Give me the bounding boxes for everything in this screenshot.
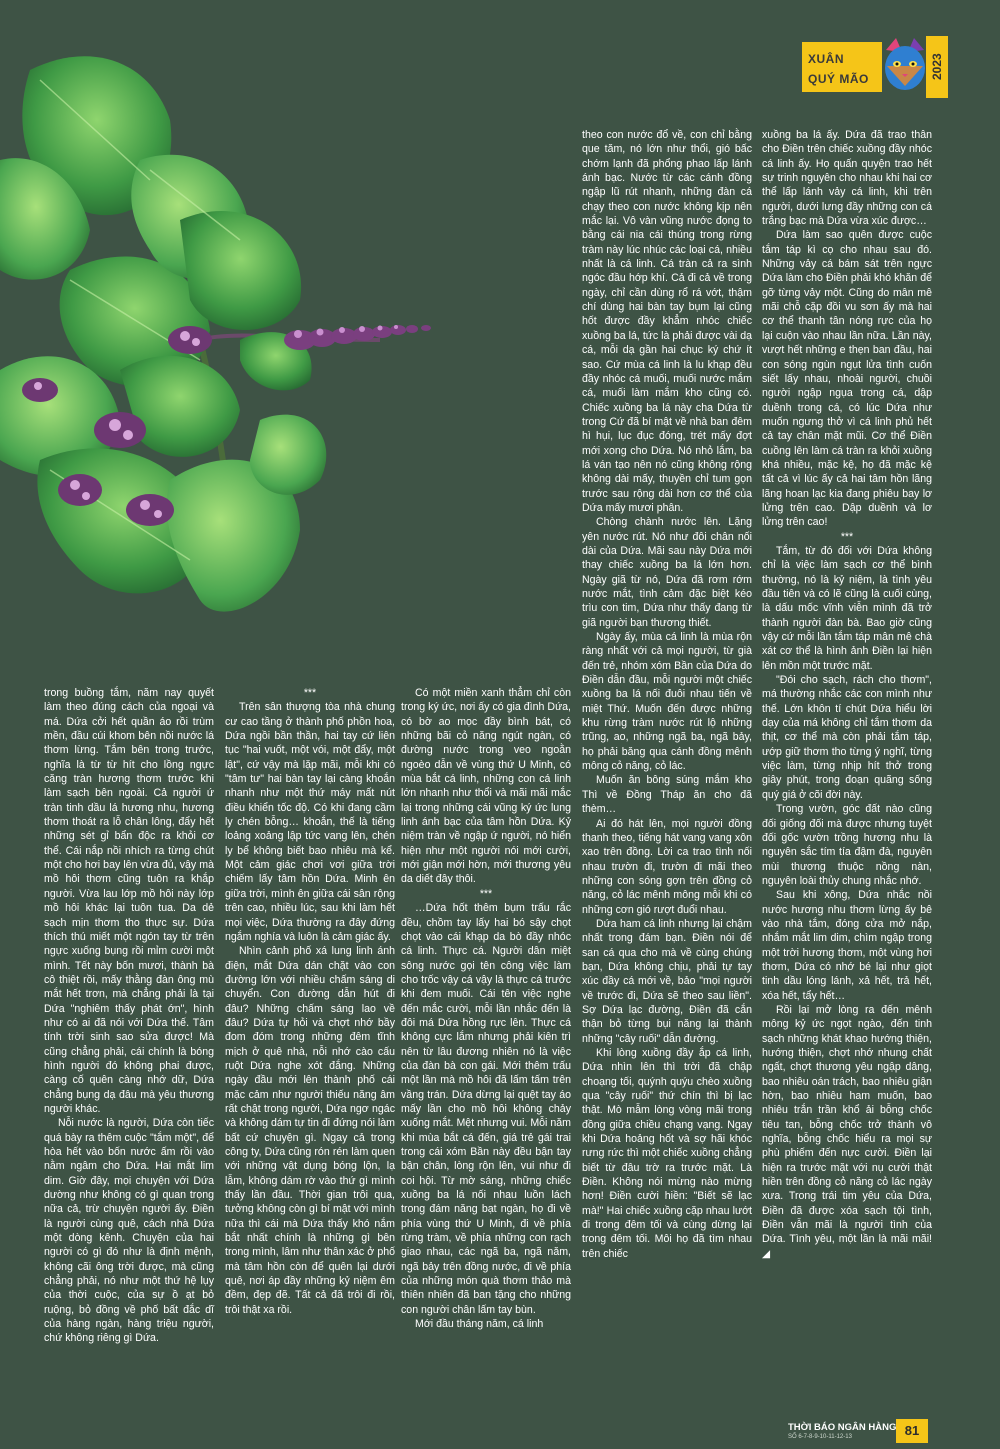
paragraph: Sau khi xông, Dứa nhắc nồi nước hương nhu thơm lừng ấy bê vào nhà tắm, đóng cửa mở nắp, nhắm mắt lim dim, chìm ngập trong một trời hương thơm, một vùng hơi thơm, Dứa có nhớ bé lại như giọt tinh dầu lóng lánh, xả hết, trả hết, xóa hết, tẩy hết… [762,889,932,1002]
paragraph: Khi lòng xuồng đầy ắp cá linh, Dứa nhìn lên thì trời đã chập choạng tối, quýnh quýu chèo xuồng qua "cây ruối" thứ chín thì bị lạc thật. Mò mẫm lòng vòng mãi trong đồng giữa chiều chạng vạng. Ngay khi Dứa hoảng hốt và sợ hãi khóc rưng rức thì một chiếc xuồng chẳng biết từ đâu trờ ra trước mặt. Là Điền. Không nói mừng nào mừng hơn! Điền cười hiền: "Biết sẽ lạc mà!" Hai chiếc xuồng cặp nhau lướt đi trong đêm tối và cùng dừng lại trong đêm tối. Môi họ đã tìm nhau trên chiếc [582,1047,752,1260]
paragraph: Trong vườn, góc đất nào cũng đối giống đối mà được nhưng tuyệt đối gốc vườn trồng hương nhu là nguyên sắc tím tía đậm đà, nguyên mùi thương thuộc nồng nàn, nguyên loài thủy chung nhắc nhớ. [762,803,932,887]
paragraph: "Đói cho sạch, rách cho thơm", má thường nhắc các con mình như thế. Lớn khôn tí chút Dứa hiểu lời dạy của má không chỉ tắm thơm da thịt, cơ thể mà còn phải tắm táp, ướp giữ thơm tho từng ý nghĩ, từng việc làm, từng nhịp hít thở trong giây phút, trong đoạn quãng sống quý giá ở cõi đời này. [762,674,932,801]
paragraph: Ai đó hát lên, mọi người đồng thanh theo, tiếng hát vang vang xôn xao trên đồng. Lời ca trao tình nối nhau trườn đi, trườn đi mãi theo những con sóng gợn trên đồng cỏ năng, cỏ lác mênh mông mỗi khi có những cơn gió rượt đuổi nhau. [582,817,752,916]
paragraph: Trên sân thượng tòa nhà chung cư cao tầng ở thành phố phồn hoa, Dứa ngồi bần thần, hai tay cứ liên tục "hai vuốt, một vói, một đẩy, một lật", cứ vậy mà lặp mãi, mỗi khi có "tâm tư" hai bàn tay lại càng khoắn nhanh như một thứ máy mất nút điều khiển tốc độ. Có khi đang cầm ly chén bỗng… khoắn, thế là tiếng loảng xoảng lập tức vang lên, chén ly bể không biết bao nhiêu mà kể. Một cảm giác chơi vơi giữa trời chiếm lấy tâm hồn Dứa. Minh ên giữa trời, mình ên giữa cái sân rộng trên cao, nhiều lúc, sau khi làm hết mọi việc, Dứa thường ra đây đứng ngắm nghía và luôn là cảm giác ấy. [225,701,395,943]
paragraph: trong buồng tắm, năm nay quyết làm theo đúng cách của ngoại và má. Dứa cởi hết quần áo rồi trùm mền, đầu cúi khom bên nồi nước lá thơm lừng. Tắm bên trong trước, nghĩa là từ từ hít cho lồng ngực căng tràn hương thơm trước khi làm sạch bên ngoài. Cả người ứ tràn tinh dầu lá hương nhu, hương thơm thoát ra lỗ chân lông, đẩy hết những sét gỉ bẩn độc ra khỏi cơ thể. Cái nắp nồi nhích ra từng chút một cho hơi bay lên vừa đủ, vậy mà mồ hôi thơm cũng tuôn ra khắp người. Vừa lau lớp mồ hôi này lớp mồ hôi khác lại tuôn tua. Da dẻ sạch mịn thơm tho thực sự. Dứa thích thú miết một ngón tay từ trên ngực xuống bụng rồi mỉm cười một mình. Tết này bốn mươi, thành bà cô thiệt rồi, mấy thằng đàn ông mù mắt hết trơn, mà chẳng phải là tại Dứa "nghiêm thấy phát ớn", hình như có ai đã nói với Dứa thế. Tâm tính trời sinh sao sửa được! Mà cũng chẳng phải, cái chính là bóng hình người đó không phai được, càng cố quên càng nhớ dữ, Dứa chẳng bụng dạ đâu mà yêu thương người khác. [44,687,214,1115]
paragraph: Tắm, từ đó đối với Dứa không chỉ là việc làm sạch cơ thể bình thường, nó là kỷ niệm, là tình yêu đầu tiên và có lẽ cũng là cuối cùng, là dấu mốc vĩnh viễn mình đã trở thành người đàn bà. Bao giờ cũng vậy cứ mỗi lần tắm táp mân mê chà xát cơ thể là hình ảnh Điền lại hiện lên mồn một trước mặt. [762,544,932,672]
herb-illustration [0,40,560,640]
paragraph: xuồng ba lá ấy. Dứa đã trao thân cho Điền trên chiếc xuồng đầy nhóc cá linh ấy. Họ quấn quyện trao hết sự trinh nguyên cho nhau khi hai cơ thể lấp lánh vảy cá linh, khi trên người, dưới lưng đầy những con cá trắng bạc mà Dứa vừa xúc được… [762,129,932,228]
paragraph: theo con nước đổ về, con chỉ bằng que tăm, nó lớn như thổi, gió bấc chớm lạnh đã phổng phao lấp lánh ánh bạc. Nước từ các cánh đồng ngập lũ rút nhanh, những đàn cá chạy theo con nước không kịp nên mắc lại. Vô vàn vũng nước đọng to bằng cái nia cái thúng trong rừng tràm này lúc nhúc các loại cá, nhiều nhất là cá linh. Cá tràn cả ra sình ngóc đầu hớp khí. Cả đi cả về trong ngày, chỉ cần dùng rổ rá vớt, thậm chí dùng hai bàn tay bụm lại cũng hốt được đầy khẳm nhóc chiếc xuồng ba lá, tức là phải được vài dạ cá, mỗi dạ gần hai chục ký chứ ít sao. Cứ mùa cá linh là lu khạp đều đầy nhóc cá muối, muối nước mắm cá, muối làm mắm kho cũng có. Chiếc xuồng ba lá này cha Dứa từ trong Cứ đã bí mật về nhà ban đêm hì hụi, lục đục đóng, trét mấy đợt mới xong cho Dứa. Nó nhỏ lắm, ba lá ván tạo nên nó cũng không rộng không dài mấy, thuyền chỉ tum gọn trước sau rộng dài hơn cơ thể của Dứa mấy mươi phân. [582,129,752,514]
badge-year: 2023 [926,36,948,98]
paragraph: Muốn ăn bông súng mắm kho Thì về Đồng Tháp ăn cho đã thèm… [582,774,752,816]
paragraph: Ngày ấy, mùa cá linh là mùa rộn ràng nhất với cả mọi người, từ già đến trẻ, nhóm xóm Bần của Dứa do Điền dẫn đầu, mỗi người một chiếc xuồng ba lá nối đuôi nhau tiến về miệt Thứ. Muốn đến được những khu rừng tràm nước rút lộ những trũng, ao, những ngã ba, ngã bảy, họ phải băng qua cánh đồng mênh mông cỏ năng, cỏ lác. [582,631,752,773]
paragraph: Rồi lại mở lòng ra đến mênh mông kỷ ức ngọt ngào, đến tinh sạch những khát khao hướng thiện, hướng thiện, chợt nhớ nhung chất ngất, chợt thương yêu ngập dâng, bao nhiêu oán trách, bao nhiêu giận hờn, bao nhiêu ham muốn, bao nhiêu trắn trần khổ ải bỗng chốc tiêu tan, bỗng chốc trở thành vô nghĩa, bỗng chốc hiểu ra mọi sự phù phiếm đến nực cười. Điền lại hiện ra trước mặt với nụ cười thật hiền trên đồng cỏ năng cỏ lác ngày xưa. Trong trái tim yêu của Dứa, Điền đã được xóa sạch tội tình, Điền vẫn mãi là người tình của Dứa. Tình yêu, một lần là mãi mãi! ◢ [762,1003,932,1260]
paragraph: Có một miền xanh thẳm chỉ còn trong ký ức, nơi ấy có gia đình Dứa, có bờ ao mọc đầy bình bát, có những bãi cỏ năng ngút ngàn, có đường nước trong veo ngoằn ngoèo dẫn về vùng thứ U Minh, có mùa bắt cá linh, những con cá linh lớn nhanh như thổi và mãi mãi mắc lại trong những cái vũng ký ức lung linh ánh bạc của tâm hồn Dứa. Kỷ niệm tràn về ngập ứ người, nó hiển hiện như một người nói mới cười, mới giận mới hờn, mới thương yêu da diết đây thôi. [401,687,571,886]
text-column-5 [762,128,932,1261]
section-separator: *** [840,530,854,543]
cat-illustration [882,36,928,98]
publication-name: THỜI BÁO NGÂN HÀNG [788,1422,897,1433]
text-column-1 [44,686,214,1346]
section-separator: *** [303,687,317,699]
paragraph: Dứa làm sao quên được cuộc tắm táp kì cọ cho nhau sau đó. Những vảy cá bám sát trên ngực Dứa làm cho Điền phải khó khăn để gỡ từng vảy một. Cũng do mân mê mãi chỗ cặp đồi vu sơn ấy mà hai cơ thể thanh tân nóng rực của họ lại cuộn vào nhau lần nữa. Lần này, vượt hết những e thẹn ban đầu, hai con sóng ngùn ngụt lửa tình cuốn siết lấy nhau, nhoài người, chuồi người ngập ngụa trong cá, dập duềnh trong cá, có lúc Dứa như muốn ngưng thở vì cá linh phủ hết cả tay chân mặt mũi. Cơ thể Điền cuồng lên làm cá tràn ra khỏi xuồng khá nhiều, mặc kệ, họ đã mặc kệ tất cả vì lúc ấy cả hai tâm hồn lãng lãng hoan lạc kia đang phiêu bay lơ lửng trên cao. Dập duềnh và lơ lửng trên cao! [762,229,932,529]
text-column-4 [582,128,752,1261]
badge-line2: QUÝ MÃO [808,72,869,86]
paragraph: Chòng chành nước lên. Lặng yên nước rút. Nó như đôi chân nối dài của Dứa. Mãi sau này Dứa mới thay chiếc xuồng ba lá lớn hơn. Ngày giã từ nó, Dứa đã rơm rớm nước mắt, tình cảm đặc biệt kéo trìu con tim, Dứa như thấy đang từ giã người bạn thương thiết. [582,516,752,629]
issue-numbers: SỐ 6-7-8-9-10-11-12-13 [788,1434,852,1440]
paragraph: Nỗi nước là người, Dứa còn tiếc quá bày ra thêm cuộc "tắm một", để hòa hết vào bốn nước ấm rồi vào nằm ngâm cho Dứa. Hai mắt lim dim. Giờ đây, mọi chuyện với Dứa dường như không có gì quan trọng nữa cả, trừ chuyện người ấy. Điền là người cùng quê, cách nhà Dứa một dòng kênh. Chuyện của hai người có gì đó như là định mệnh, không cãi ông trời được, mà cũng chẳng phải, nó như một thứ hệ lụy của thời cuộc, của sự ồ ạt bỏ ruộng, bỏ đồng về phố bất đắc dĩ của hàng ngàn, hàng triệu người, chứ không riêng gì Dứa. [44,1117,214,1345]
paragraph: Mới đầu tháng năm, cá linh [415,1318,544,1331]
text-column-3 [401,686,571,1331]
paragraph: …Dứa hốt thêm bụm trấu rắc đều, chồm tay lấy hai bó sậy chọt chọt vào cái khạp da bò đầy nhóc cá linh. Thực cá. Người dân miệt sông nước gọi tên công việc làm cho trốc vậy cá vậy là thực cá trước khi đem muối. Cái tên việc nghe đến mắc cười, mỗi lần nhắc đến là đôi má Dứa hồng rực lên. Thực cá không cực lắm nhưng phải kiên trì nên từ lâu đương nhiên nó là việc của đàn bà con gái. Mới thêm trấu một lần mà mồ hôi đã lấm tấm trên vầng trán. Dứa dừng lại quệt tay áo mấy lần cho mồ hôi không chảy xuống mắt. Mệt nhưng vui. Mỗi năm khi mùa bắt cá đến, giá trẻ gái trai trong cái xóm Bần này đều bận tay bận chân, lòng rộn lên, vui như đi coi hội. Từ mờ sáng, những chiếc xuồng ba lá nối nhau luồn lách trong đám năng bạt ngàn, họ đi về phía vùng thứ U Minh, đi về phía rừng tràm, về phía những con rạch giao nhau, các ngã ba, ngã năm, ngã bảy trên đồng nước, đi về phía của những món quà thơm thảo mà thiên nhiên đã ban tặng cho những con người chân lấm tay bùn. [401,902,571,1316]
badge-box [802,42,882,92]
tet-badge [802,36,952,98]
badge-line1: XUÂN [808,52,845,66]
paragraph: Nhìn cảnh phố xá lung linh ánh điện, mắt Dứa dán chặt vào con đường lớn với nhiều chấm sáng di chuyển. Con đường dẫn hút đi đâu? Những chấm sáng lao về đâu? Dứa tự hỏi và chợt nhớ bầy đom đóm trong những đêm tĩnh mịch ở quê nhà, nỗi nhớ cào cấu ruột Dứa nghe xót đắng. Những ngày đầu mới lên thành phố cái mặc cảm như người thiếu năng âm rất chật trong người, Dứa ngơ ngác và không dám tự tin đi đứng nói làm bất cứ chuyện gì. Ngay cả trong công ty, Dứa cũng rón rén làm quen với những vật dụng bóng lộn, lạ lẫm, không dám rờ vào thứ gì mình thấy lần đầu. Thời gian trôi qua, tưởng không còn gì bí mật với mình nữa thì cái mà Dứa thấy khó nắm bắt nhất chính là những gì bên trong mình, lâm như thân xác ở phố mà tâm hồn còn để quên lại dưới quê, nơi áp đầy những kỷ niệm êm đềm, đẹp đẽ. Tất cả đã trôi đi rồi, trôi thật xa rồi. [225,945,395,1316]
text-column-2 [225,686,395,1317]
section-separator: *** [479,887,493,900]
paragraph: Dứa ham cá linh nhưng lại chậm nhất trong đám bạn. Điền nói để san cá qua cho mà về cùng chúng bạn, Dứa không chịu, phải tự tay xúc đầy cá mới về, bảo "mọi người về trước đi, Dứa sẽ theo sau liền". Sợ Dứa lạc đường, Điền đã cắn thận bỏ từng bụi năng lại thành những "cây ruối" dẫn đường. [582,917,752,1045]
page-number: 81 [896,1419,928,1443]
page-footer [788,1419,928,1443]
